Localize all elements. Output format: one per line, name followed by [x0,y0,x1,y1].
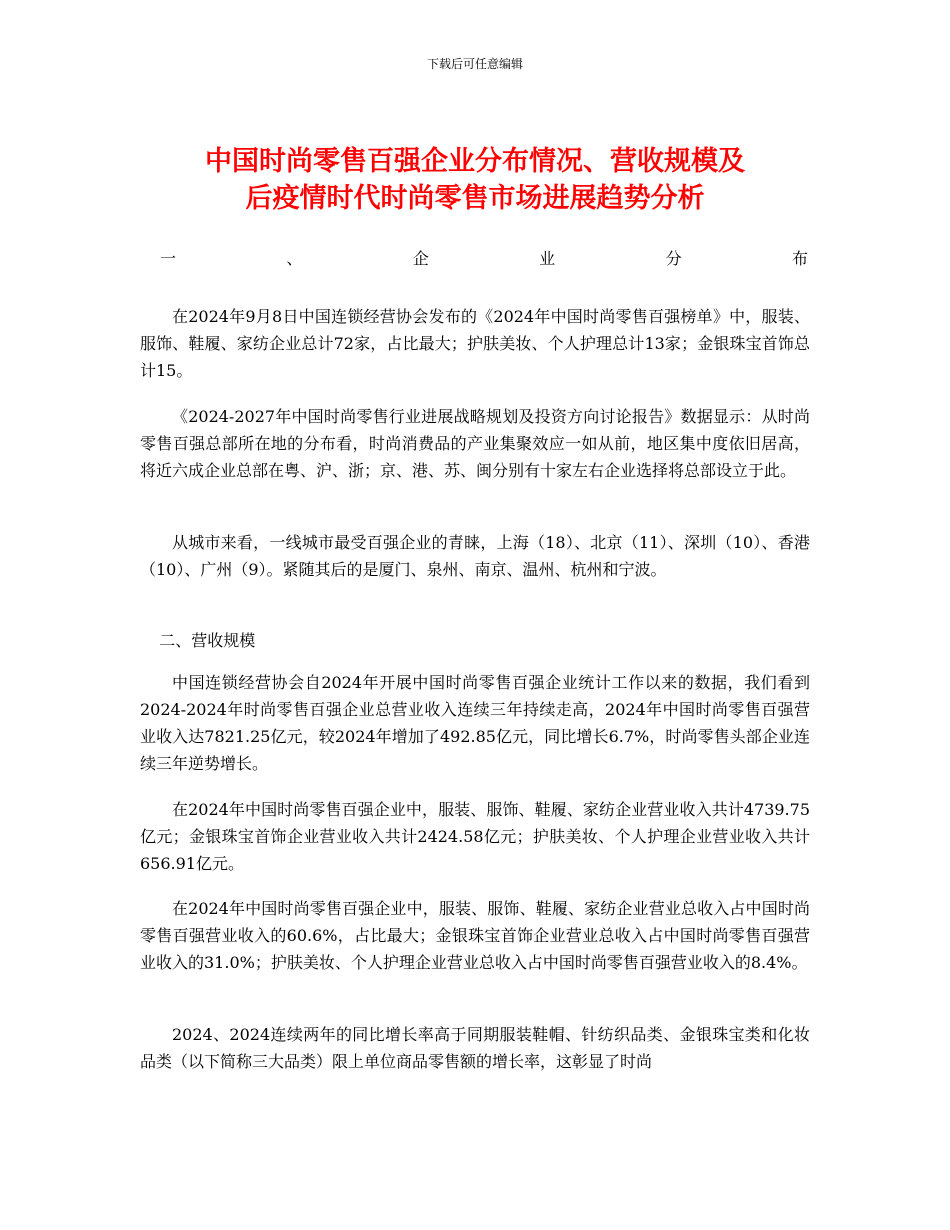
paragraph-release-info: 在2024年9月8日中国连锁经营协会发布的《2024年中国时尚零售百强榜单》中，服装、服饰、鞋履、家纺企业总计72家，占比最大；护肤美妆、个人护理总计13家；金银珠宝首饰总计15。 [140,307,810,380]
paragraph-revenue-by-category: 在2024年中国时尚零售百强企业中，服装、服饰、鞋履、家纺企业营业收入共计4739.75亿元；金银珠宝首饰企业营业收入共计2424.58亿元；护肤美妆、个人护理企业营业收入共计656.91亿元。 [140,800,810,873]
document-title [100,143,850,217]
section-1-heading-char: 一 [160,249,177,268]
section-2-heading: 二、营收规模 [159,631,256,650]
section-1-heading-char: 、 [286,249,303,268]
section-1-heading-char: 分 [665,249,682,268]
title-line-1: 中国时尚零售百强企业分布情况、营收规模及 [205,146,745,177]
paragraph-city-distribution: 从城市来看，一线城市最受百强企业的青睐，上海（18）、北京（11）、深圳（10）、香港（10）、广州（9）。紧随其后的是厦门、泉州、南京、温州、杭州和宁波。 [140,533,810,579]
page-header-note: 下载后可任意编辑 [426,57,523,71]
title-line-2: 后疫情时代时尚零售市场进展趋势分析 [245,183,705,214]
paragraph-growth-comparison: 2024、2024连续两年的同比增长率高于同期服装鞋帽、针纺织品类、金银珠宝类和化妆品类（以下简称三大品类）限上单位商品零售额的增长率，这彰显了时尚 [140,1025,810,1071]
section-1-heading-char: 布 [791,249,808,268]
paragraph-revenue-trend: 中国连锁经营协会自2024年开展中国时尚零售百强企业统计工作以来的数据，我们看到2024-2024年时尚零售百强企业总营业收入连续三年持续走高，2024年中国时尚零售百强营业收入达7821.25亿元，较2024年增加了492.85亿元，同比增长6.7%，时尚零售头部企业连续三年逆势增长。 [140,673,810,773]
paragraph-revenue-share: 在2024年中国时尚零售百强企业中，服装、服饰、鞋履、家纺企业营业总收入占中国时尚零售百强营业收入的60.6%，占比最大；金银珠宝首饰企业营业总收入占中国时尚零售百强营业收入的31.0%；护肤美妆、个人护理企业营业总收入占中国时尚零售百强营业收入的8.4%。 [140,899,810,972]
section-1-heading [160,247,808,271]
section-1-heading-char: 业 [539,249,556,268]
paragraph-report-findings: 《2024-2027年中国时尚零售行业进展战略规划及投资方向讨论报告》数据显示：从时尚零售百强总部所在地的分布看，时尚消费品的产业集聚效应一如从前，地区集中度依旧居高，将近六成企业总部在粤、沪、浙；京、港、苏、闽分别有十家左右企业选择将总部设立于此。 [140,407,810,480]
section-1-heading-char: 企 [412,249,429,268]
